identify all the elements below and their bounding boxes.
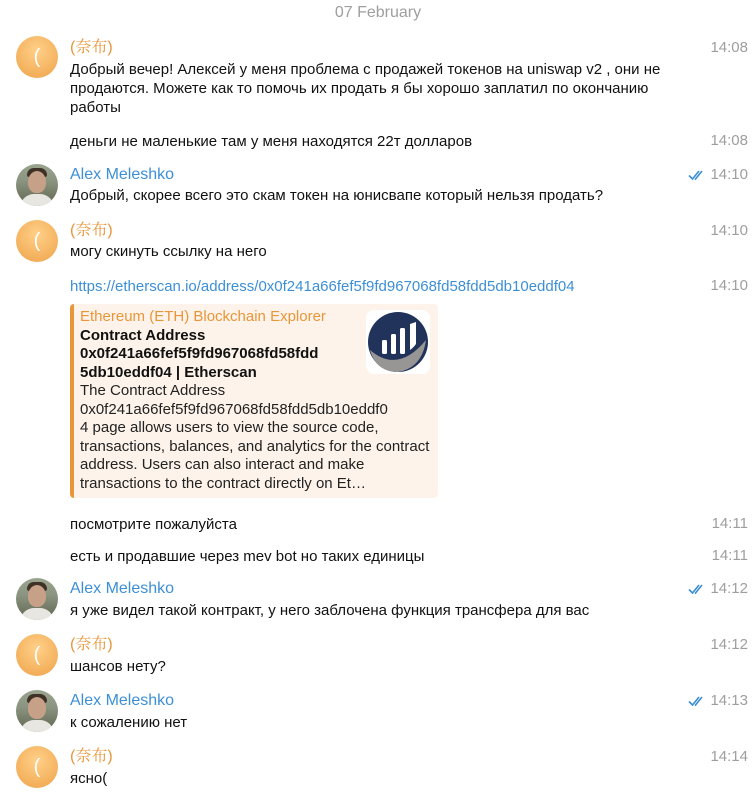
preview-description: 4 page allows users to view the source code, transactions, balances, and analytics for the contract address. Users can also interact and make transactions to the contract directly on Et…	[80, 419, 430, 492]
sender-name[interactable]: (奈布)	[70, 636, 113, 653]
message-text: посмотрите пожалуйста	[70, 516, 237, 533]
avatar-shirt	[20, 720, 54, 732]
link-preview-card[interactable]	[70, 304, 438, 498]
preview-description-line: The Contract Address	[80, 382, 226, 399]
avatar-naibu[interactable]	[16, 746, 58, 788]
message-time: 14:11	[711, 515, 748, 532]
message-text: деньги не маленькие там у меня находятся 22т долларов	[70, 133, 473, 150]
message-text: ясно(	[70, 770, 108, 787]
sender-name[interactable]: Alex Meleshko	[70, 692, 175, 709]
avatar-face	[28, 171, 46, 193]
sender-name[interactable]: (奈布)	[70, 748, 113, 765]
avatar-shirt	[20, 194, 54, 206]
time-text: 14:12	[710, 580, 748, 597]
avatar-letter: (	[33, 755, 41, 778]
message-text: Добрый, скорее всего это скам токен на юнисвапе который нельзя продать?	[70, 187, 604, 204]
avatar-letter: (	[33, 643, 41, 666]
sender-name[interactable]: Alex Meleshko	[70, 580, 175, 597]
avatar-letter: (	[33, 45, 41, 68]
avatar-alex-meleshko[interactable]	[16, 690, 58, 732]
sender-name[interactable]: Alex Meleshko	[70, 166, 175, 183]
sender-name[interactable]: (奈布)	[70, 222, 113, 239]
double-check-icon	[688, 583, 706, 595]
message-time: 14:11	[711, 547, 748, 564]
preview-description-line: 0x0f241a66fef5f9fd967068fd58fdd5db10eddf0	[80, 400, 388, 418]
message-time-read	[688, 166, 748, 183]
double-check-icon	[688, 169, 706, 181]
message-text: к сожалению нет	[70, 714, 188, 731]
avatar-letter: (	[33, 229, 41, 252]
avatar-alex-meleshko[interactable]	[16, 164, 58, 206]
date-separator: 07 February	[334, 4, 422, 21]
preview-title-line: Contract Address	[80, 326, 206, 344]
message-time: 14:08	[710, 132, 748, 149]
message-time: 14:08	[710, 39, 748, 56]
avatar-alex-meleshko[interactable]	[16, 578, 58, 620]
avatar-naibu[interactable]	[16, 220, 58, 262]
message-link[interactable]: https://etherscan.io/address/0x0f241a66fef5f9fd967068fd58fdd5db10eddf04	[70, 278, 575, 295]
message-time: 14:10	[710, 277, 748, 294]
time-text: 14:10	[710, 166, 748, 183]
message-text: могу скинуть ссылку на него	[70, 243, 267, 260]
message-time: 14:14	[710, 748, 748, 765]
avatar-face	[28, 585, 46, 607]
avatar-naibu[interactable]	[16, 36, 58, 78]
message-time-read	[688, 692, 748, 709]
preview-title-line: 5db10eddf04 | Etherscan	[80, 363, 257, 381]
message-text: я уже видел такой контракт, у него заблочена функция трансфера для вас	[70, 602, 590, 619]
avatar-shirt	[20, 608, 54, 620]
message-text: шансов нету?	[70, 658, 166, 675]
message-time-read	[688, 580, 748, 597]
avatar-naibu[interactable]	[16, 634, 58, 676]
message-time: 14:12	[710, 636, 748, 653]
preview-title-line: 0x0f241a66fef5f9fd967068fd58fdd	[80, 345, 319, 362]
sender-name[interactable]: (奈布)	[70, 39, 113, 56]
message-time: 14:10	[710, 222, 748, 239]
preview-site-name: Ethereum (ETH) Blockchain Explorer	[80, 308, 326, 325]
etherscan-logo-icon	[366, 310, 430, 374]
avatar-face	[28, 697, 46, 719]
double-check-icon	[688, 695, 706, 707]
time-text: 14:13	[710, 692, 748, 709]
message-text: есть и продавшие через mev bot но таких единицы	[70, 548, 425, 565]
message-text: Добрый вечер! Алексей у меня проблема с продажей токенов на uniswap v2 , они не продаются. Можете как то помочь их продать я бы хорошо заплатил по окончанию работы	[70, 61, 661, 116]
